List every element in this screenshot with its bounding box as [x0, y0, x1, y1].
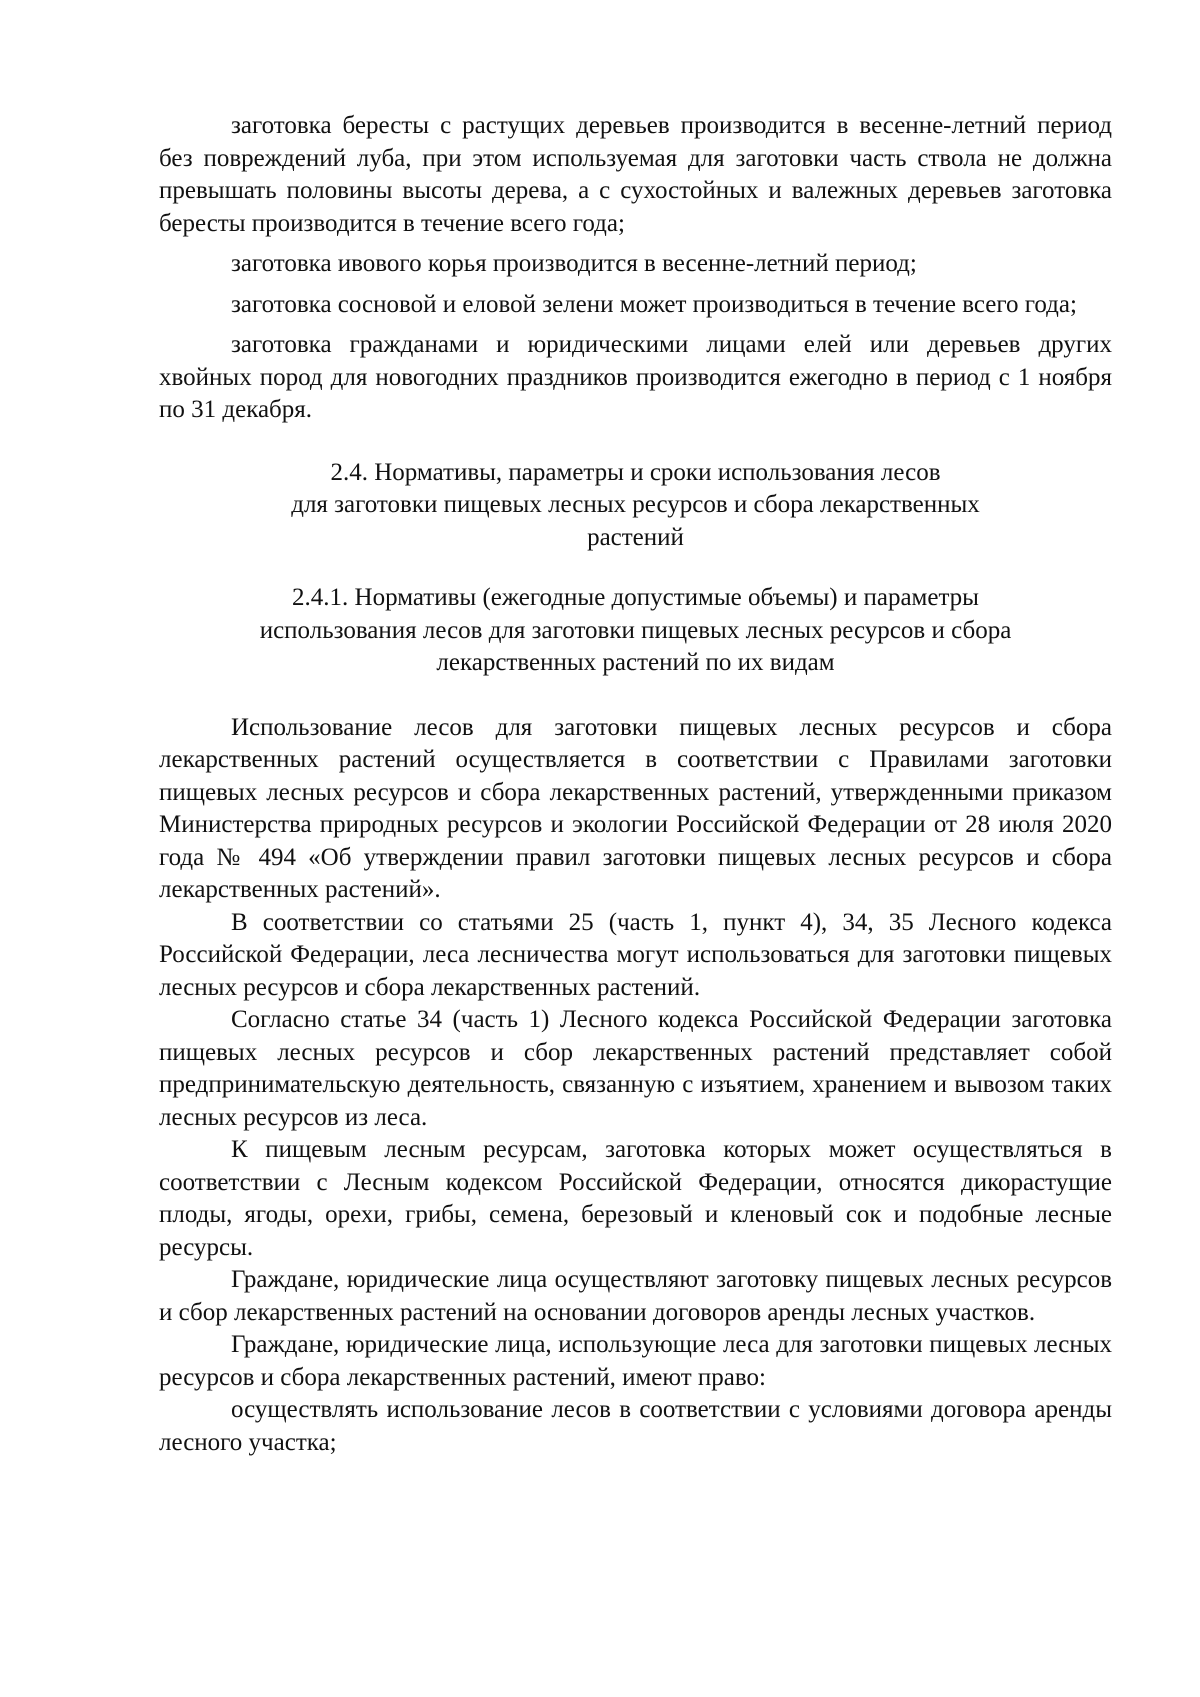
subsection-heading-line: 2.4.1. Нормативы (ежегодные допустимые объемы) и параметры — [292, 584, 979, 611]
paragraph-rights: Граждане, юридические лица, использующие леса для заготовки пищевых лесных ресурсов и сбора лекарственных растений, имеют право: — [159, 1331, 1112, 1391]
paragraph-rules: Использование лесов для заготовки пищевых лесных ресурсов и сбора лекарственных растений осуществляется в соответствии с Правилами заготовки пищевых лесных ресурсов и сбора лекарственных растений, утвержденными приказом Министерства природных ресурсов и экологии Российской Федерации от 28 июля 2020 года № 494 «Об утверждении правил заготовки пищевых лесных ресурсов и сбора лекарственных растений». — [159, 713, 1112, 903]
section-heading-line: 2.4. Нормативы, параметры и сроки использования лесов — [330, 458, 941, 486]
document-text — [159, 110, 1112, 1459]
subsection-heading-line: лекарственных растений по их видам — [436, 649, 835, 676]
paragraph-forest-code-articles: В соответствии со статьями 25 (часть 1, пункт 4), 34, 35 Лесного кодекса Российской Федерации, леса лесничества могут использоваться для заготовки пищевых лесных ресурсов и сбора лекарственных растений. — [159, 908, 1112, 1001]
section-heading — [159, 457, 1112, 555]
paragraph-willow-bark: заготовка ивового корья производится в весенне-летний период; — [231, 250, 917, 277]
section-heading-line: для заготовки пищевых лесных ресурсов и сбора лекарственных — [291, 491, 980, 518]
paragraph-lease-basis: Граждане, юридические лица осуществляют заготовку пищевых лесных ресурсов и сбор лекарственных растений на основании договоров аренды лесных участков. — [159, 1266, 1112, 1326]
subsection-heading — [159, 582, 1112, 680]
paragraph-birch-bark: заготовка бересты с растущих деревьев производится в весенне-летний период без повреждений луба, при этом используемая для заготовки часть ствола не должна превышать половины высоты дерева, а с сухостойных и валежных деревьев заготовка бересты производится в течение всего года; — [159, 112, 1112, 237]
paragraph-right-use: осуществлять использование лесов в соответствии с условиями договора аренды лесного участка; — [159, 1396, 1112, 1456]
section-heading-line: растений — [587, 523, 684, 551]
paragraph-article-34: Согласно статье 34 (часть 1) Лесного кодекса Российской Федерации заготовка пищевых лесных ресурсов и сбор лекарственных растений представляет собой предпринимательскую деятельность, связанную с изъятием, хранением и вывозом таких лесных ресурсов из леса. — [159, 1006, 1112, 1131]
paragraph-new-year-trees: заготовка гражданами и юридическими лицами елей или деревьев других хвойных пород для новогодних праздников производится ежегодно в период с 1 ноября по 31 декабря. — [159, 331, 1112, 423]
paragraph-food-resources: К пищевым лесным ресурсам, заготовка которых может осуществляться в соответствии с Лесным кодексом Российской Федерации, относятся дикорастущие плоды, ягоды, орехи, грибы, семена, березовый и кленовый сок и подобные лесные ресурсы. — [159, 1136, 1112, 1261]
subsection-heading-line: использования лесов для заготовки пищевых лесных ресурсов и сбора — [259, 616, 1012, 644]
paragraph-conifer-greens: заготовка сосновой и еловой зелени может производиться в течение всего года; — [231, 290, 1077, 318]
